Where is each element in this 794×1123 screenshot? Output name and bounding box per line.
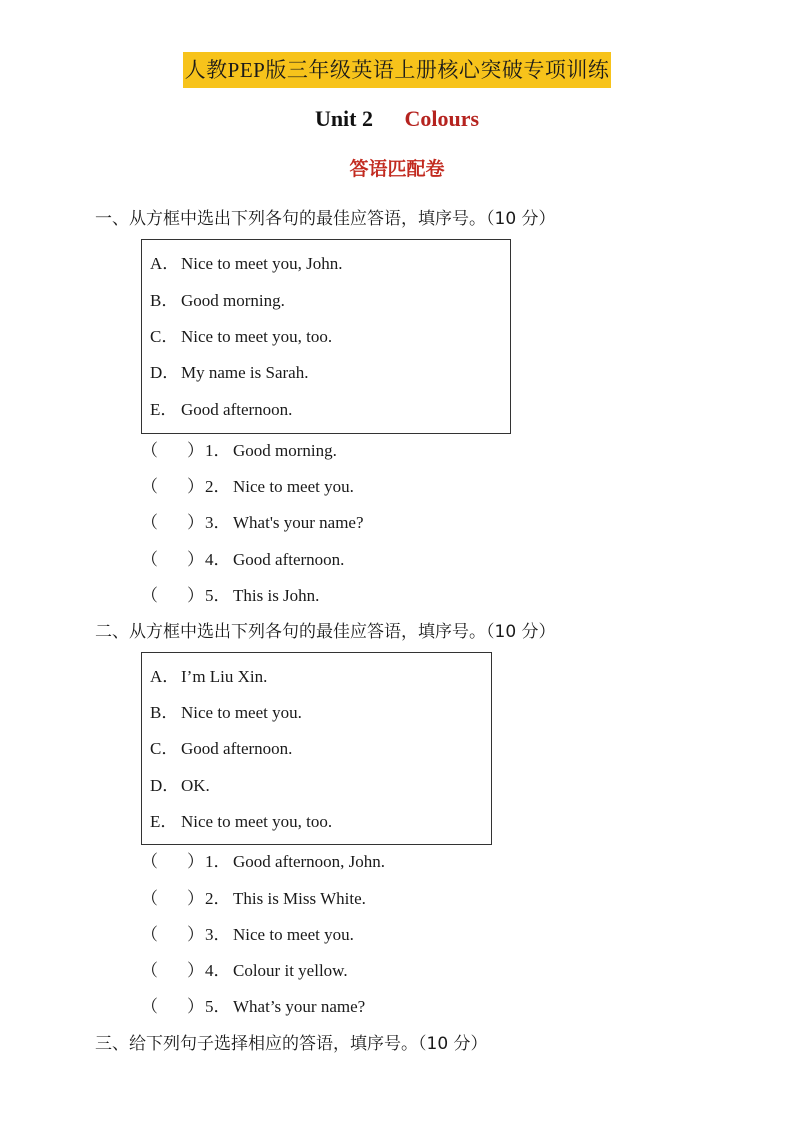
option-text: My name is Sarah. [181, 363, 309, 382]
question-item [141, 436, 337, 461]
option-letter: E． [150, 812, 178, 831]
option-item [150, 286, 285, 311]
unit-label: Unit 2 [314, 106, 373, 131]
question-number: 2． [205, 477, 231, 496]
option-letter: D． [150, 776, 180, 795]
option-text: Nice to meet you. [181, 703, 302, 722]
option-item [150, 771, 210, 796]
option-text: Nice to meet you, too. [181, 327, 333, 346]
option-item [150, 249, 342, 274]
answer-blank-close: ） [187, 477, 204, 496]
option-letter: C． [150, 739, 179, 758]
question-number: 4． [205, 550, 231, 569]
option-letter: C． [150, 327, 179, 346]
option-letter: E． [150, 400, 178, 419]
worksheet-subtitle: 答语匹配卷 [349, 158, 445, 180]
answer-blank-open[interactable]: （ [141, 513, 158, 532]
option-letter: D． [150, 363, 180, 382]
option-item [150, 395, 292, 420]
question-item [141, 884, 366, 909]
option-item [150, 698, 302, 723]
answer-blank-close: ） [187, 889, 204, 908]
question-number: 2． [205, 889, 231, 908]
question-number: 1． [205, 441, 231, 460]
answer-blank-close: ） [187, 586, 204, 605]
option-text: Nice to meet you, John. [181, 254, 343, 273]
answer-blank-open[interactable]: （ [141, 477, 158, 496]
section-1-heading: 一、从方框中选出下列各句的最佳应答语，填序号。（10 分） [95, 209, 556, 229]
option-letter: B． [150, 291, 179, 310]
question-number: 3． [205, 925, 231, 944]
option-item [150, 734, 292, 759]
question-item [141, 847, 385, 872]
question-item [141, 956, 348, 981]
option-text: I’m Liu Xin. [181, 667, 268, 686]
answer-blank-close: ） [187, 852, 204, 871]
option-item [150, 322, 332, 347]
section-2-heading: 二、从方框中选出下列各句的最佳应答语，填序号。（10 分） [95, 622, 556, 642]
answer-blank-close: ） [187, 961, 204, 980]
answer-blank-close: ） [187, 997, 204, 1016]
document-title: 人教PEP版三年级英语上册核心突破专项训练 [183, 52, 612, 88]
section-1-option-box [141, 239, 511, 434]
option-item [150, 807, 332, 832]
section-3-heading: 三、给下列句子选择相应的答语，填序号。（10 分） [95, 1034, 488, 1054]
question-text: Nice to meet you. [233, 925, 354, 944]
question-item [141, 992, 365, 1017]
question-text: What's your name? [233, 513, 364, 532]
answer-blank-open[interactable]: （ [141, 441, 158, 460]
question-item [141, 581, 319, 606]
question-item [141, 920, 354, 945]
option-item [150, 358, 308, 383]
answer-blank-close: ） [187, 441, 204, 460]
question-text: Good afternoon. [233, 550, 345, 569]
question-text: Good morning. [233, 441, 337, 460]
option-letter: B． [150, 703, 179, 722]
answer-blank-open[interactable]: （ [141, 550, 158, 569]
answer-blank-open[interactable]: （ [141, 889, 158, 908]
question-text: This is John. [233, 586, 320, 605]
answer-blank-open[interactable]: （ [141, 925, 158, 944]
option-text: Good afternoon. [181, 739, 293, 758]
question-number: 5． [205, 586, 231, 605]
option-text: OK. [181, 776, 210, 795]
unit-line [0, 106, 794, 132]
answer-blank-open[interactable]: （ [141, 586, 158, 605]
option-text: Good morning. [181, 291, 285, 310]
question-number: 5． [205, 997, 231, 1016]
option-item [150, 662, 267, 687]
question-text: Colour it yellow. [233, 961, 348, 980]
answer-blank-close: ） [187, 513, 204, 532]
question-text: Good afternoon, John. [233, 852, 386, 871]
question-item [141, 545, 344, 570]
question-number: 3． [205, 513, 231, 532]
question-number: 4． [205, 961, 231, 980]
option-letter: A． [150, 254, 180, 273]
document-header [0, 52, 794, 88]
answer-blank-close: ） [187, 550, 204, 569]
answer-blank-open[interactable]: （ [141, 997, 158, 1016]
answer-blank-open[interactable]: （ [141, 852, 158, 871]
question-item [141, 472, 354, 497]
question-text: Nice to meet you. [233, 477, 354, 496]
question-text: This is Miss White. [233, 889, 366, 908]
option-text: Nice to meet you, too. [181, 812, 333, 831]
answer-blank-open[interactable]: （ [141, 961, 158, 980]
answer-blank-close: ） [187, 925, 204, 944]
question-text: What’s your name? [233, 997, 366, 1016]
unit-name: Colours [404, 106, 480, 131]
option-text: Good afternoon. [181, 400, 293, 419]
option-letter: A． [150, 667, 180, 686]
question-item [141, 508, 364, 533]
question-number: 1． [205, 852, 231, 871]
section-2-option-box [141, 652, 492, 845]
